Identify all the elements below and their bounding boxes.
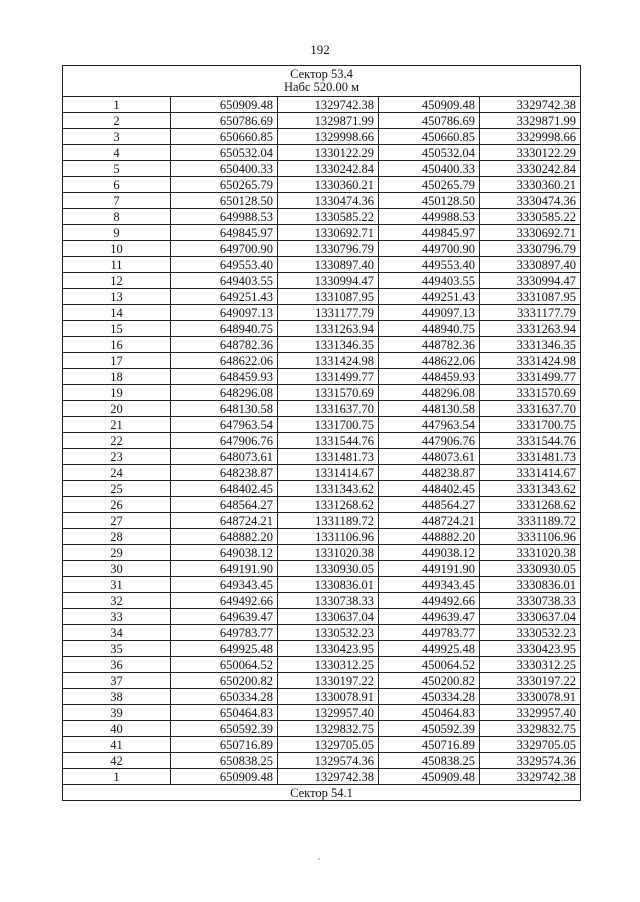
point-number-cell: 36 xyxy=(63,657,171,673)
coordinate-cell: 649925.48 xyxy=(171,641,278,657)
coordinate-cell: 449403.55 xyxy=(379,273,480,289)
coordinate-cell: 1331346.35 xyxy=(278,337,379,353)
coordinate-cell: 650464.83 xyxy=(171,705,278,721)
coordinate-cell: 450532.04 xyxy=(379,145,480,161)
coordinate-cell: 3331020.38 xyxy=(480,545,581,561)
coordinate-cell: 648622.06 xyxy=(171,353,278,369)
coordinate-cell: 450660.85 xyxy=(379,129,480,145)
coordinate-cell: 450128.50 xyxy=(379,193,480,209)
sector-altitude: Набс 520.00 м xyxy=(283,80,360,94)
coordinate-cell: 3331424.98 xyxy=(480,353,581,369)
point-number-cell: 6 xyxy=(63,177,171,193)
table-row xyxy=(63,369,581,385)
coordinate-cell: 448622.06 xyxy=(379,353,480,369)
coordinate-cell: 648724.21 xyxy=(171,513,278,529)
table-row xyxy=(63,465,581,481)
next-sector-row xyxy=(63,785,581,801)
table-row xyxy=(63,657,581,673)
coordinate-cell: 1331700.75 xyxy=(278,417,379,433)
point-number-cell: 1 xyxy=(63,769,171,785)
point-number-cell: 17 xyxy=(63,353,171,369)
coordinate-cell: 450909.48 xyxy=(379,97,480,113)
table-row xyxy=(63,769,581,785)
coordinate-cell: 449639.47 xyxy=(379,609,480,625)
point-number-cell: 12 xyxy=(63,273,171,289)
coordinate-cell: 650592.39 xyxy=(171,721,278,737)
point-number-cell: 15 xyxy=(63,321,171,337)
coordinate-cell: 449845.97 xyxy=(379,225,480,241)
table-row xyxy=(63,497,581,513)
table-row xyxy=(63,209,581,225)
table-row xyxy=(63,529,581,545)
point-number-cell: 39 xyxy=(63,705,171,721)
coordinate-cell: 3330122.29 xyxy=(480,145,581,161)
sector-header-row xyxy=(63,66,581,97)
coordinate-cell: 1331263.94 xyxy=(278,321,379,337)
coordinate-cell: 649492.66 xyxy=(171,593,278,609)
coordinate-cell: 449492.66 xyxy=(379,593,480,609)
coordinate-cell: 649097.13 xyxy=(171,305,278,321)
coordinate-cell: 1331268.62 xyxy=(278,497,379,513)
table-row xyxy=(63,337,581,353)
coordinate-cell: 1330122.29 xyxy=(278,145,379,161)
coordinate-cell: 3331637.70 xyxy=(480,401,581,417)
coordinate-cell: 1331106.96 xyxy=(278,529,379,545)
coordinate-cell: 1331414.67 xyxy=(278,465,379,481)
coordinate-cell: 450464.83 xyxy=(379,705,480,721)
coordinate-cell: 3331544.76 xyxy=(480,433,581,449)
coordinate-cell: 3331499.77 xyxy=(480,369,581,385)
coordinate-cell: 649191.90 xyxy=(171,561,278,577)
coordinate-cell: 648782.36 xyxy=(171,337,278,353)
coordinate-cell: 450265.79 xyxy=(379,177,480,193)
table-row xyxy=(63,625,581,641)
coordinate-cell: 450064.52 xyxy=(379,657,480,673)
coordinate-cell: 449343.45 xyxy=(379,577,480,593)
coordinate-cell: 1331177.79 xyxy=(278,305,379,321)
point-number-cell: 24 xyxy=(63,465,171,481)
coordinate-cell: 1330637.04 xyxy=(278,609,379,625)
table-row xyxy=(63,401,581,417)
coordinate-cell: 649700.90 xyxy=(171,241,278,257)
coordinate-cell: 447963.54 xyxy=(379,417,480,433)
coordinate-cell: 449553.40 xyxy=(379,257,480,273)
coordinate-cell: 449191.90 xyxy=(379,561,480,577)
coordinate-cell: 449700.90 xyxy=(379,241,480,257)
coordinate-cell: 3330692.71 xyxy=(480,225,581,241)
point-number-cell: 20 xyxy=(63,401,171,417)
table-row xyxy=(63,113,581,129)
point-number-cell: 28 xyxy=(63,529,171,545)
point-number-cell: 5 xyxy=(63,161,171,177)
coordinate-cell: 3330585.22 xyxy=(480,209,581,225)
coordinate-cell: 650064.52 xyxy=(171,657,278,673)
coordinate-cell: 3330738.33 xyxy=(480,593,581,609)
coordinate-cell: 448073.61 xyxy=(379,449,480,465)
coordinate-cell: 1331343.62 xyxy=(278,481,379,497)
point-number-cell: 31 xyxy=(63,577,171,593)
point-number-cell: 7 xyxy=(63,193,171,209)
point-number-cell: 34 xyxy=(63,625,171,641)
coordinate-cell: 448882.20 xyxy=(379,529,480,545)
coordinate-cell: 3331177.79 xyxy=(480,305,581,321)
table-row xyxy=(63,449,581,465)
point-number-cell: 23 xyxy=(63,449,171,465)
coordinate-cell: 1331424.98 xyxy=(278,353,379,369)
coordinate-cell: 647906.76 xyxy=(171,433,278,449)
coordinates-table xyxy=(62,65,581,801)
point-number-cell: 30 xyxy=(63,561,171,577)
scan-speck xyxy=(318,858,320,860)
point-number-cell: 41 xyxy=(63,737,171,753)
coordinate-cell: 1331020.38 xyxy=(278,545,379,561)
page-number: 192 xyxy=(310,42,330,57)
coordinate-cell: 3329742.38 xyxy=(480,769,581,785)
coordinate-cell: 449038.12 xyxy=(379,545,480,561)
coordinate-cell: 3330836.01 xyxy=(480,577,581,593)
point-number-cell: 27 xyxy=(63,513,171,529)
point-number-cell: 40 xyxy=(63,721,171,737)
coordinate-cell: 3329742.38 xyxy=(480,97,581,113)
coordinate-cell: 1331637.70 xyxy=(278,401,379,417)
coordinate-cell: 650786.69 xyxy=(171,113,278,129)
coordinate-cell: 3330930.05 xyxy=(480,561,581,577)
coordinate-cell: 650716.89 xyxy=(171,737,278,753)
table-row xyxy=(63,177,581,193)
coordinate-cell: 3331106.96 xyxy=(480,529,581,545)
coordinate-cell: 1329705.05 xyxy=(278,737,379,753)
point-number-cell: 1 xyxy=(63,97,171,113)
table-row xyxy=(63,513,581,529)
sector-title: Сектор 53.4 xyxy=(290,67,353,81)
coordinate-cell: 3330897.40 xyxy=(480,257,581,273)
coordinate-cell: 450786.69 xyxy=(379,113,480,129)
table-row xyxy=(63,433,581,449)
point-number-cell: 33 xyxy=(63,609,171,625)
coordinate-cell: 3329998.66 xyxy=(480,129,581,145)
coordinate-cell: 1330242.84 xyxy=(278,161,379,177)
coordinate-cell: 649343.45 xyxy=(171,577,278,593)
coordinate-cell: 448564.27 xyxy=(379,497,480,513)
table-row xyxy=(63,737,581,753)
point-number-cell: 14 xyxy=(63,305,171,321)
coordinate-cell: 650200.82 xyxy=(171,673,278,689)
coordinate-cell: 3329832.75 xyxy=(480,721,581,737)
coordinate-cell: 1330796.79 xyxy=(278,241,379,257)
coordinate-cell: 1331499.77 xyxy=(278,369,379,385)
coordinate-cell: 450909.48 xyxy=(379,769,480,785)
coordinate-cell: 3331570.69 xyxy=(480,385,581,401)
table-row xyxy=(63,193,581,209)
coordinate-cell: 1331189.72 xyxy=(278,513,379,529)
coordinate-cell: 3330994.47 xyxy=(480,273,581,289)
point-number-cell: 18 xyxy=(63,369,171,385)
coordinate-cell: 1331544.76 xyxy=(278,433,379,449)
point-number-cell: 42 xyxy=(63,753,171,769)
table-row xyxy=(63,129,581,145)
point-number-cell: 25 xyxy=(63,481,171,497)
coordinate-cell: 450838.25 xyxy=(379,753,480,769)
coordinate-cell: 3331087.95 xyxy=(480,289,581,305)
coordinate-cell: 3331414.67 xyxy=(480,465,581,481)
coordinate-cell: 448724.21 xyxy=(379,513,480,529)
coordinate-cell: 1330532.23 xyxy=(278,625,379,641)
next-sector-title: Сектор 54.1 xyxy=(63,785,581,801)
coordinate-cell: 1330423.95 xyxy=(278,641,379,657)
coordinate-cell: 3330197.22 xyxy=(480,673,581,689)
coordinate-cell: 1330994.47 xyxy=(278,273,379,289)
table-row xyxy=(63,225,581,241)
coordinate-cell: 650838.25 xyxy=(171,753,278,769)
coordinate-cell: 1330930.05 xyxy=(278,561,379,577)
point-number-cell: 11 xyxy=(63,257,171,273)
coordinate-cell: 1329742.38 xyxy=(278,769,379,785)
coordinate-cell: 3331268.62 xyxy=(480,497,581,513)
coordinate-cell: 649251.43 xyxy=(171,289,278,305)
coordinate-cell: 448459.93 xyxy=(379,369,480,385)
table-row xyxy=(63,609,581,625)
coordinate-cell: 3330360.21 xyxy=(480,177,581,193)
point-number-cell: 4 xyxy=(63,145,171,161)
coordinate-cell: 1330078.91 xyxy=(278,689,379,705)
table-row xyxy=(63,289,581,305)
coordinate-cell: 3330796.79 xyxy=(480,241,581,257)
table-row xyxy=(63,545,581,561)
table-row xyxy=(63,673,581,689)
coordinate-cell: 649403.55 xyxy=(171,273,278,289)
coordinate-cell: 1329742.38 xyxy=(278,97,379,113)
point-number-cell: 9 xyxy=(63,225,171,241)
coordinate-cell: 1330585.22 xyxy=(278,209,379,225)
coordinate-cell: 3331481.73 xyxy=(480,449,581,465)
table-row xyxy=(63,577,581,593)
coordinate-cell: 647963.54 xyxy=(171,417,278,433)
coordinate-cell: 650265.79 xyxy=(171,177,278,193)
coordinate-cell: 648459.93 xyxy=(171,369,278,385)
point-number-cell: 2 xyxy=(63,113,171,129)
coordinate-cell: 450200.82 xyxy=(379,673,480,689)
coordinate-cell: 3330242.84 xyxy=(480,161,581,177)
table-row xyxy=(63,689,581,705)
coordinate-cell: 3330474.36 xyxy=(480,193,581,209)
point-number-cell: 19 xyxy=(63,385,171,401)
coordinate-cell: 449097.13 xyxy=(379,305,480,321)
table-row xyxy=(63,161,581,177)
table-row xyxy=(63,145,581,161)
coordinate-cell: 3330078.91 xyxy=(480,689,581,705)
coordinate-cell: 450334.28 xyxy=(379,689,480,705)
point-number-cell: 21 xyxy=(63,417,171,433)
coordinate-cell: 3330312.25 xyxy=(480,657,581,673)
coordinate-cell: 3331189.72 xyxy=(480,513,581,529)
coordinate-cell: 650334.28 xyxy=(171,689,278,705)
coordinate-cell: 3330637.04 xyxy=(480,609,581,625)
coordinate-cell: 1330197.22 xyxy=(278,673,379,689)
point-number-cell: 16 xyxy=(63,337,171,353)
coordinate-cell: 1329871.99 xyxy=(278,113,379,129)
coordinate-cell: 3329871.99 xyxy=(480,113,581,129)
coordinate-cell: 447906.76 xyxy=(379,433,480,449)
coordinate-cell: 449925.48 xyxy=(379,641,480,657)
coordinate-cell: 3331343.62 xyxy=(480,481,581,497)
coordinate-cell: 3331346.35 xyxy=(480,337,581,353)
table-row xyxy=(63,273,581,289)
coordinate-cell: 448402.45 xyxy=(379,481,480,497)
point-number-cell: 29 xyxy=(63,545,171,561)
coordinate-cell: 648130.58 xyxy=(171,401,278,417)
coordinate-cell: 648564.27 xyxy=(171,497,278,513)
coordinate-cell: 448940.75 xyxy=(379,321,480,337)
coordinate-cell: 449988.53 xyxy=(379,209,480,225)
coordinate-cell: 649038.12 xyxy=(171,545,278,561)
point-number-cell: 8 xyxy=(63,209,171,225)
point-number-cell: 13 xyxy=(63,289,171,305)
point-number-cell: 26 xyxy=(63,497,171,513)
coordinate-cell: 650660.85 xyxy=(171,129,278,145)
point-number-cell: 3 xyxy=(63,129,171,145)
point-number-cell: 32 xyxy=(63,593,171,609)
coordinate-cell: 1330897.40 xyxy=(278,257,379,273)
coordinate-cell: 649783.77 xyxy=(171,625,278,641)
coordinate-cell: 448238.87 xyxy=(379,465,480,481)
coordinate-cell: 649845.97 xyxy=(171,225,278,241)
coordinate-cell: 450592.39 xyxy=(379,721,480,737)
coordinate-cell: 1330692.71 xyxy=(278,225,379,241)
coordinate-cell: 648238.87 xyxy=(171,465,278,481)
coordinate-cell: 450400.33 xyxy=(379,161,480,177)
coordinate-cell: 1330836.01 xyxy=(278,577,379,593)
coordinate-cell: 648073.61 xyxy=(171,449,278,465)
coordinate-cell: 1329574.36 xyxy=(278,753,379,769)
table-row xyxy=(63,641,581,657)
table-row xyxy=(63,257,581,273)
table-row xyxy=(63,417,581,433)
table-row xyxy=(63,561,581,577)
table-row xyxy=(63,385,581,401)
table-row xyxy=(63,241,581,257)
coordinate-cell: 1330312.25 xyxy=(278,657,379,673)
coordinate-cell: 649988.53 xyxy=(171,209,278,225)
point-number-cell: 35 xyxy=(63,641,171,657)
coordinate-cell: 3331263.94 xyxy=(480,321,581,337)
table-row xyxy=(63,593,581,609)
coordinate-cell: 648402.45 xyxy=(171,481,278,497)
coordinate-cell: 448782.36 xyxy=(379,337,480,353)
table-row xyxy=(63,321,581,337)
coordinate-cell: 648882.20 xyxy=(171,529,278,545)
coordinate-cell: 650909.48 xyxy=(171,97,278,113)
coordinate-cell: 1331570.69 xyxy=(278,385,379,401)
coordinate-cell: 1329957.40 xyxy=(278,705,379,721)
table-row xyxy=(63,97,581,113)
coordinate-cell: 1329832.75 xyxy=(278,721,379,737)
point-number-cell: 10 xyxy=(63,241,171,257)
coordinate-cell: 3329574.36 xyxy=(480,753,581,769)
coordinate-cell: 1330474.36 xyxy=(278,193,379,209)
coordinate-cell: 649639.47 xyxy=(171,609,278,625)
coordinate-cell: 3330423.95 xyxy=(480,641,581,657)
coordinate-cell: 1330360.21 xyxy=(278,177,379,193)
point-number-cell: 38 xyxy=(63,689,171,705)
table-row xyxy=(63,353,581,369)
coordinate-cell: 1331481.73 xyxy=(278,449,379,465)
coordinate-cell: 449783.77 xyxy=(379,625,480,641)
coordinate-cell: 3330532.23 xyxy=(480,625,581,641)
coordinate-cell: 650400.33 xyxy=(171,161,278,177)
coordinate-cell: 450716.89 xyxy=(379,737,480,753)
coordinate-cell: 650909.48 xyxy=(171,769,278,785)
coordinate-cell: 448130.58 xyxy=(379,401,480,417)
coordinate-cell: 649553.40 xyxy=(171,257,278,273)
table-row xyxy=(63,481,581,497)
coordinate-cell: 449251.43 xyxy=(379,289,480,305)
coordinate-cell: 1329998.66 xyxy=(278,129,379,145)
table-row xyxy=(63,753,581,769)
point-number-cell: 22 xyxy=(63,433,171,449)
coordinate-cell: 3329705.05 xyxy=(480,737,581,753)
table-row xyxy=(63,305,581,321)
sector-header xyxy=(63,66,581,97)
point-number-cell: 37 xyxy=(63,673,171,689)
coordinate-cell: 650128.50 xyxy=(171,193,278,209)
coordinate-cell: 3329957.40 xyxy=(480,705,581,721)
coordinate-cell: 448296.08 xyxy=(379,385,480,401)
coordinate-cell: 650532.04 xyxy=(171,145,278,161)
table-row xyxy=(63,705,581,721)
coordinate-cell: 648296.08 xyxy=(171,385,278,401)
table-row xyxy=(63,721,581,737)
coordinate-cell: 1330738.33 xyxy=(278,593,379,609)
coordinate-cell: 1331087.95 xyxy=(278,289,379,305)
coordinate-cell: 3331700.75 xyxy=(480,417,581,433)
coordinate-cell: 648940.75 xyxy=(171,321,278,337)
